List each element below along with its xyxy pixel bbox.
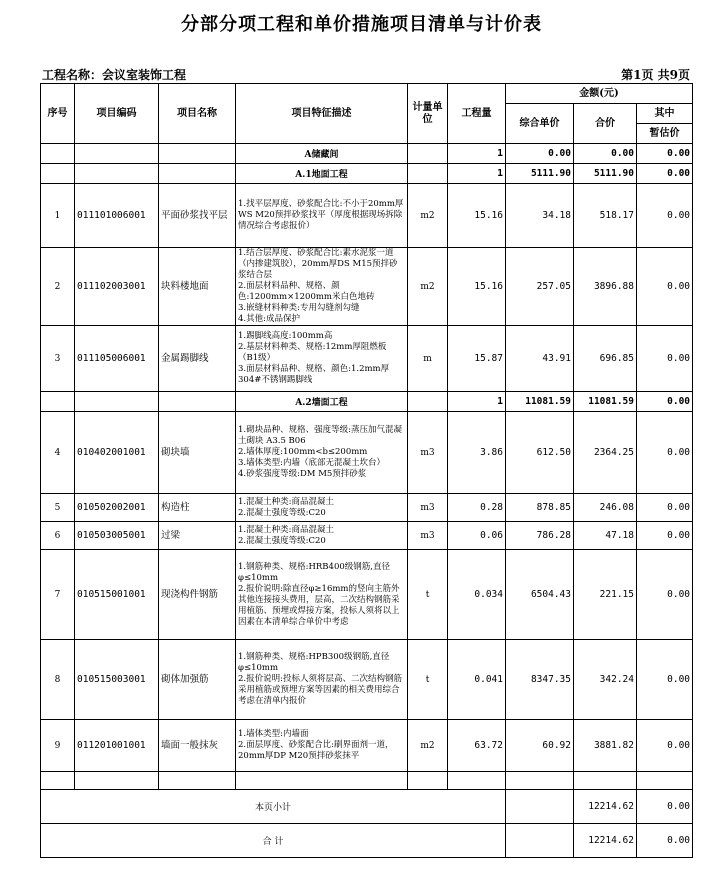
- cell-seq: 2: [41, 248, 75, 326]
- cell-name: 过梁: [159, 522, 236, 550]
- cell-seq: 7: [41, 550, 75, 640]
- cell-unit: m2: [408, 720, 448, 772]
- cell-seq: [41, 164, 75, 184]
- cell-provisional: 0.00: [637, 720, 693, 772]
- table-row: [41, 326, 693, 392]
- subtotal-label: 本页小计: [41, 790, 506, 824]
- cell-code: 010503005001: [75, 522, 159, 550]
- cell-name: 块料楼地面: [159, 248, 236, 326]
- section-row: [41, 164, 693, 184]
- header-amount: 金额(元): [506, 84, 693, 104]
- cell-unit: t: [408, 640, 448, 720]
- cell-qty: 15.16: [448, 248, 506, 326]
- blank-cell: [506, 772, 574, 790]
- cell-code: 010502002001: [75, 494, 159, 522]
- cell-code: 010515001001: [75, 550, 159, 640]
- cell-unit-price: 257.05: [506, 248, 574, 326]
- cell-seq: [41, 144, 75, 164]
- cell-unit: m3: [408, 412, 448, 494]
- cell-provisional: 0.00: [637, 392, 693, 412]
- cell-total: 2364.25: [574, 412, 637, 494]
- cell-seq: 3: [41, 326, 75, 392]
- project-label: 工程名称：: [42, 68, 103, 82]
- header-provisional: 暂估价: [637, 124, 693, 144]
- section-title: A.1地面工程: [236, 164, 408, 184]
- cell-name: [159, 164, 236, 184]
- cell-name: 现浇构件钢筋: [159, 550, 236, 640]
- cell-provisional: 0.00: [637, 640, 693, 720]
- cell-unit: [408, 392, 448, 412]
- cell-total: 696.85: [574, 326, 637, 392]
- cell-total: 518.17: [574, 184, 637, 248]
- cell-qty: 1: [448, 392, 506, 412]
- cell-unit-price: 6504.43: [506, 550, 574, 640]
- cell-code: 010515003001: [75, 640, 159, 720]
- cell-desc: 1.钢筋种类、规格:HRB400级钢筋,直径φ≤10mm 2.报价说明:除直径φ≥16mm的竖向主筋外其他连接接头费用，层高，二次结构钢筋采用植筋、预埋或焊接方案，投标人须将以上因素在本清单综合单价中考虑: [236, 550, 408, 640]
- blank-cell: [637, 772, 693, 790]
- cell-unit-price: 878.85: [506, 494, 574, 522]
- cell-total: 342.24: [574, 640, 637, 720]
- header-code: 项目编码: [75, 84, 159, 144]
- cell-desc: 1.找平层厚度、砂浆配合比:不小于20mm厚WS M20预拌砂浆找平（厚度根据现场拆除情况综合考虑报价）: [236, 184, 408, 248]
- cell-provisional: 0.00: [637, 326, 693, 392]
- grand-total-provisional: 0.00: [637, 824, 693, 858]
- cell-qty: 15.16: [448, 184, 506, 248]
- cell-unit-price: 34.18: [506, 184, 574, 248]
- table-row: [41, 550, 693, 640]
- cell-unit: [408, 164, 448, 184]
- cell-unit-price: 60.92: [506, 720, 574, 772]
- cell-unit-price: 786.28: [506, 522, 574, 550]
- cell-seq: 6: [41, 522, 75, 550]
- blank-row: [41, 772, 693, 790]
- blank-cell: [448, 772, 506, 790]
- project-name: [42, 66, 186, 83]
- blank-cell: [41, 772, 75, 790]
- cell-code: 011102003001: [75, 248, 159, 326]
- page-title: 分部分项工程和单价措施项目清单与计价表: [181, 14, 542, 35]
- blank-cell: [159, 772, 236, 790]
- cell-provisional: 0.00: [637, 494, 693, 522]
- cell-qty: 3.86: [448, 412, 506, 494]
- cell-qty: 0.041: [448, 640, 506, 720]
- cell-seq: [41, 392, 75, 412]
- cell-code: [75, 144, 159, 164]
- cell-total: 47.18: [574, 522, 637, 550]
- cell-desc: 1.砌块品种、规格、强度等级:蒸压加气混凝土砌块 A3.5 B06 2.墙体厚度:100mm<b≤200mm 3.墙体类型:内墙（底部无混凝土坎台） 4.砂浆强度等级:DM M5预拌砂浆: [236, 412, 408, 494]
- table-row: [41, 640, 693, 720]
- table-body: [41, 144, 693, 858]
- cell-name: 墙面一般抹灰: [159, 720, 236, 772]
- subtotal-total: 12214.62: [574, 790, 637, 824]
- table-row: [41, 184, 693, 248]
- cell-total: 3881.82: [574, 720, 637, 772]
- cell-provisional: 0.00: [637, 550, 693, 640]
- cell-unit: m3: [408, 522, 448, 550]
- cell-total: 3896.88: [574, 248, 637, 326]
- table-row: [41, 522, 693, 550]
- cell-name: 金属踢脚线: [159, 326, 236, 392]
- cell-name: 砌体加强筋: [159, 640, 236, 720]
- cell-unit: m: [408, 326, 448, 392]
- cell-unit-price: 612.50: [506, 412, 574, 494]
- header-of-which: 其中: [637, 104, 693, 124]
- cell-provisional: 0.00: [637, 248, 693, 326]
- table-row: [41, 494, 693, 522]
- cell-unit-price: 43.91: [506, 326, 574, 392]
- cell-unit: t: [408, 550, 448, 640]
- cell-total: 221.15: [574, 550, 637, 640]
- cell-name: 砌块墙: [159, 412, 236, 494]
- cell-code: [75, 164, 159, 184]
- grand-total-label: 合 计: [41, 824, 506, 858]
- cell-qty: 15.87: [448, 326, 506, 392]
- cell-seq: 5: [41, 494, 75, 522]
- page-info: 第1页 共9页: [621, 68, 690, 82]
- cell-qty: 0.034: [448, 550, 506, 640]
- project-value: 会议室装饰工程: [102, 68, 187, 82]
- cell-qty: 1: [448, 164, 506, 184]
- cell-desc: 1.混凝土种类:商品混凝土 2.混凝土强度等级:C20: [236, 494, 408, 522]
- subtotal-provisional: 0.00: [637, 790, 693, 824]
- bill-table: [40, 83, 693, 858]
- cell-code: 011105006001: [75, 326, 159, 392]
- header-row-1: [41, 84, 693, 104]
- cell-seq: 8: [41, 640, 75, 720]
- table-row: [41, 720, 693, 772]
- cell-total: 11081.59: [574, 392, 637, 412]
- table-row: [41, 248, 693, 326]
- blank-cell: [75, 772, 159, 790]
- cell-unit-price: 8347.35: [506, 640, 574, 720]
- cell-unit: [408, 144, 448, 164]
- cell-qty: 0.06: [448, 522, 506, 550]
- cell-qty: 63.72: [448, 720, 506, 772]
- blank-cell: [408, 772, 448, 790]
- grand-total-total: 12214.62: [574, 824, 637, 858]
- cell-name: 平面砂浆找平层: [159, 184, 236, 248]
- cell-provisional: 0.00: [637, 144, 693, 164]
- cell-seq: 4: [41, 412, 75, 494]
- header-unit: 计量单位: [408, 84, 448, 144]
- cell-code: [75, 392, 159, 412]
- cell-qty: 1: [448, 144, 506, 164]
- cell-name: [159, 392, 236, 412]
- cell-code: 011101006001: [75, 184, 159, 248]
- cell-unit: m2: [408, 184, 448, 248]
- cell-unit-price: [506, 824, 574, 858]
- section-row: [41, 392, 693, 412]
- blank-cell: [574, 772, 637, 790]
- section-title: A.2墙面工程: [236, 392, 408, 412]
- cell-provisional: 0.00: [637, 184, 693, 248]
- cell-provisional: 0.00: [637, 164, 693, 184]
- cell-unit-price: 5111.90: [506, 164, 574, 184]
- cell-unit: m2: [408, 248, 448, 326]
- cell-unit-price: 0.00: [506, 144, 574, 164]
- cell-name: 构造柱: [159, 494, 236, 522]
- cell-name: [159, 144, 236, 164]
- header-name: 项目名称: [159, 84, 236, 144]
- cell-unit-price: 11081.59: [506, 392, 574, 412]
- cell-unit: m3: [408, 494, 448, 522]
- cell-provisional: 0.00: [637, 412, 693, 494]
- cell-desc: 1.混凝土种类:商品混凝土 2.混凝土强度等级:C20: [236, 522, 408, 550]
- header-unit-price: 综合单价: [506, 104, 574, 144]
- section-row: [41, 144, 693, 164]
- header-total: 合价: [574, 104, 637, 144]
- cell-code: 011201001001: [75, 720, 159, 772]
- cell-desc: 1.钢筋种类、规格:HPB300级钢筋,直径φ≤10mm 2.报价说明:投标人须将层高、二次结构钢筋采用植筋或预埋方案等因素的相关费用综合考虑在清单内报价: [236, 640, 408, 720]
- header-qty: 工程量: [448, 84, 506, 144]
- cell-total: 5111.90: [574, 164, 637, 184]
- cell-desc: 1.结合层厚度、砂浆配合比:素水泥浆一道（内掺建筑胶），20mm厚DS M15预拌砂浆结合层 2.面层材料品种、规格、颜色:1200mm×1200mm米白色地砖 3.嵌缝材料种类:专用勾缝剂勾缝 4.其他:成品保护: [236, 248, 408, 326]
- cell-total: 246.08: [574, 494, 637, 522]
- header-seq: 序号: [41, 84, 75, 144]
- cell-unit-price: [506, 790, 574, 824]
- header-desc: 项目特征描述: [236, 84, 408, 144]
- cell-desc: 1.踢脚线高度:100mm高 2.基层材料种类、规格:12mm厚阻燃板（B1级） 3.面层材料品种、规格、颜色:1.2mm厚304#不锈钢踢脚线: [236, 326, 408, 392]
- cell-code: 010402001001: [75, 412, 159, 494]
- cell-qty: 0.28: [448, 494, 506, 522]
- table-row: [41, 412, 693, 494]
- grand-total-row: [41, 824, 693, 858]
- cell-seq: 1: [41, 184, 75, 248]
- cell-provisional: 0.00: [637, 522, 693, 550]
- section-title: A储藏间: [236, 144, 408, 164]
- subtotal-row: [41, 790, 693, 824]
- cell-desc: 1.墙体类型:内墙面 2.面层厚度、砂浆配合比:刷界面剂一道，20mm厚DP M20预拌砂浆抹平: [236, 720, 408, 772]
- cell-total: 0.00: [574, 144, 637, 164]
- blank-cell: [236, 772, 408, 790]
- cell-seq: 9: [41, 720, 75, 772]
